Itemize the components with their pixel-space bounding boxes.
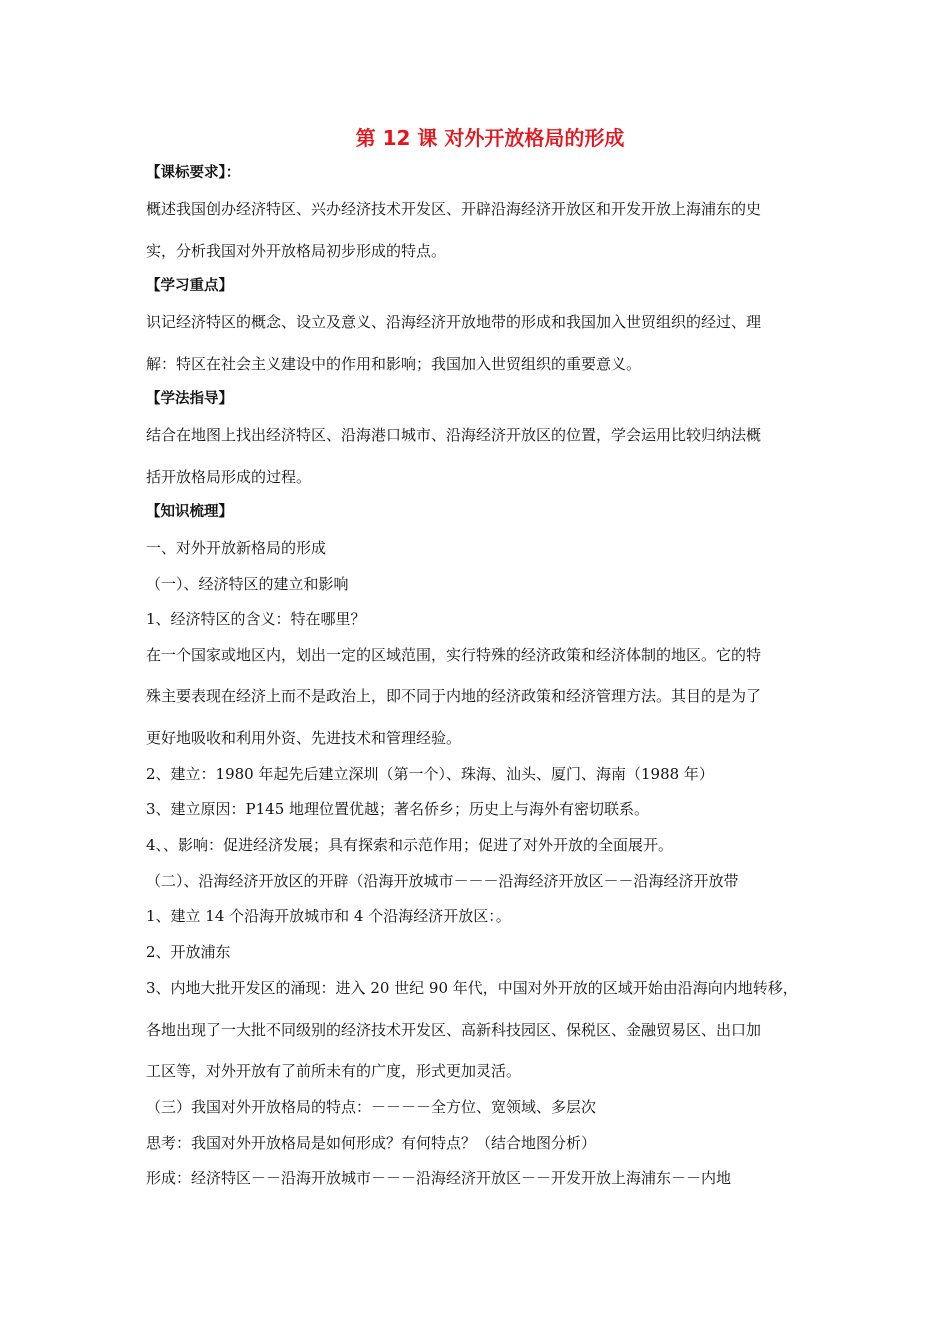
section-heading: 【学习重点】 <box>146 278 233 294</box>
body-text-line: 3、建立原因：P145 地理位置优越；著名侨乡；历史上与海外有密切联系。 <box>146 800 650 818</box>
body-text-line: 1、经济特区的含义：特在哪里？ <box>146 610 366 628</box>
body-text-line: 工区等，对外开放有了前所未有的广度，形式更加灵活。 <box>146 1062 522 1080</box>
body-text-line: 2、开放浦东 <box>146 943 231 961</box>
body-text-line: 在一个国家或地区内，划出一定的区域范围，实行特殊的经济政策和经济体制的地区。它的特 <box>146 646 762 664</box>
body-text-line: （一）、经济特区的建立和影响 <box>146 575 349 593</box>
body-text-line: 概述我国创办经济特区、兴办经济技术开发区、开辟沿海经济开放区和开发开放上海浦东的史 <box>146 200 762 218</box>
body-text-line: 各地出现了一大批不同级别的经济技术开发区、高新科技园区、保税区、金融贸易区、出口加 <box>146 1021 762 1039</box>
body-text-line: （二）、沿海经济开放区的开辟（沿海开放城市－－－沿海经济开放区－－沿海经济开放带 <box>146 872 739 890</box>
body-text-line: 殊主要表现在经济上而不是政治上，即不同于内地的经济政策和经济管理方法。其目的是为了 <box>146 687 762 705</box>
body-text-line: 形成：经济特区－－沿海开放城市－－－沿海经济开放区－－开发开放上海浦东－－内地 <box>146 1169 732 1187</box>
body-text-line: 识记经济特区的概念、设立及意义、沿海经济开放地带的形成和我国加入世贸组织的经过、理 <box>146 313 762 331</box>
body-text-line: 实，分析我国对外开放格局初步形成的特点。 <box>146 242 447 260</box>
body-text-line: （三）我国对外开放格局的特点：－－－－全方位、宽领域、多层次 <box>146 1098 597 1116</box>
section-heading: 【课标要求】： <box>146 165 241 181</box>
section-heading: 【学法指导】 <box>146 391 233 407</box>
section-heading: 【知识梳理】 <box>146 504 233 520</box>
body-text-line: 2、建立：1980 年起先后建立深圳（第一个）、珠海、汕头、厦门、海南（1988 年） <box>146 765 714 783</box>
document-title: 第 12 课 对外开放格局的形成 <box>355 126 625 150</box>
body-text-line: 1、建立 14 个沿海开放城市和 4 个沿海经济开放区：。 <box>146 907 511 925</box>
body-text-line: 思考：我国对外开放格局是如何形成？有何特点？（结合地图分析） <box>146 1134 597 1152</box>
body-text-line: 解：特区在社会主义建设中的作用和影响；我国加入世贸组织的重要意义。 <box>146 355 642 373</box>
body-text-line: 4、、影响：促进经济发展；具有探索和示范作用；促进了对外开放的全面展开。 <box>146 836 674 854</box>
body-text-line: 3、内地大批开发区的涌现：进入 20 世纪 90 年代，中国对外开放的区域开始由沿海向内地转移， <box>146 979 798 997</box>
body-text-line: 一、对外开放新格局的形成 <box>146 539 327 557</box>
body-text-line: 结合在地图上找出经济特区、沿海港口城市、沿海经济开放区的位置，学会运用比较归纳法概 <box>146 426 762 444</box>
body-text-line: 括开放格局形成的过程。 <box>146 468 312 486</box>
body-text-line: 更好地吸收和利用外资、先进技术和管理经验。 <box>146 729 462 747</box>
